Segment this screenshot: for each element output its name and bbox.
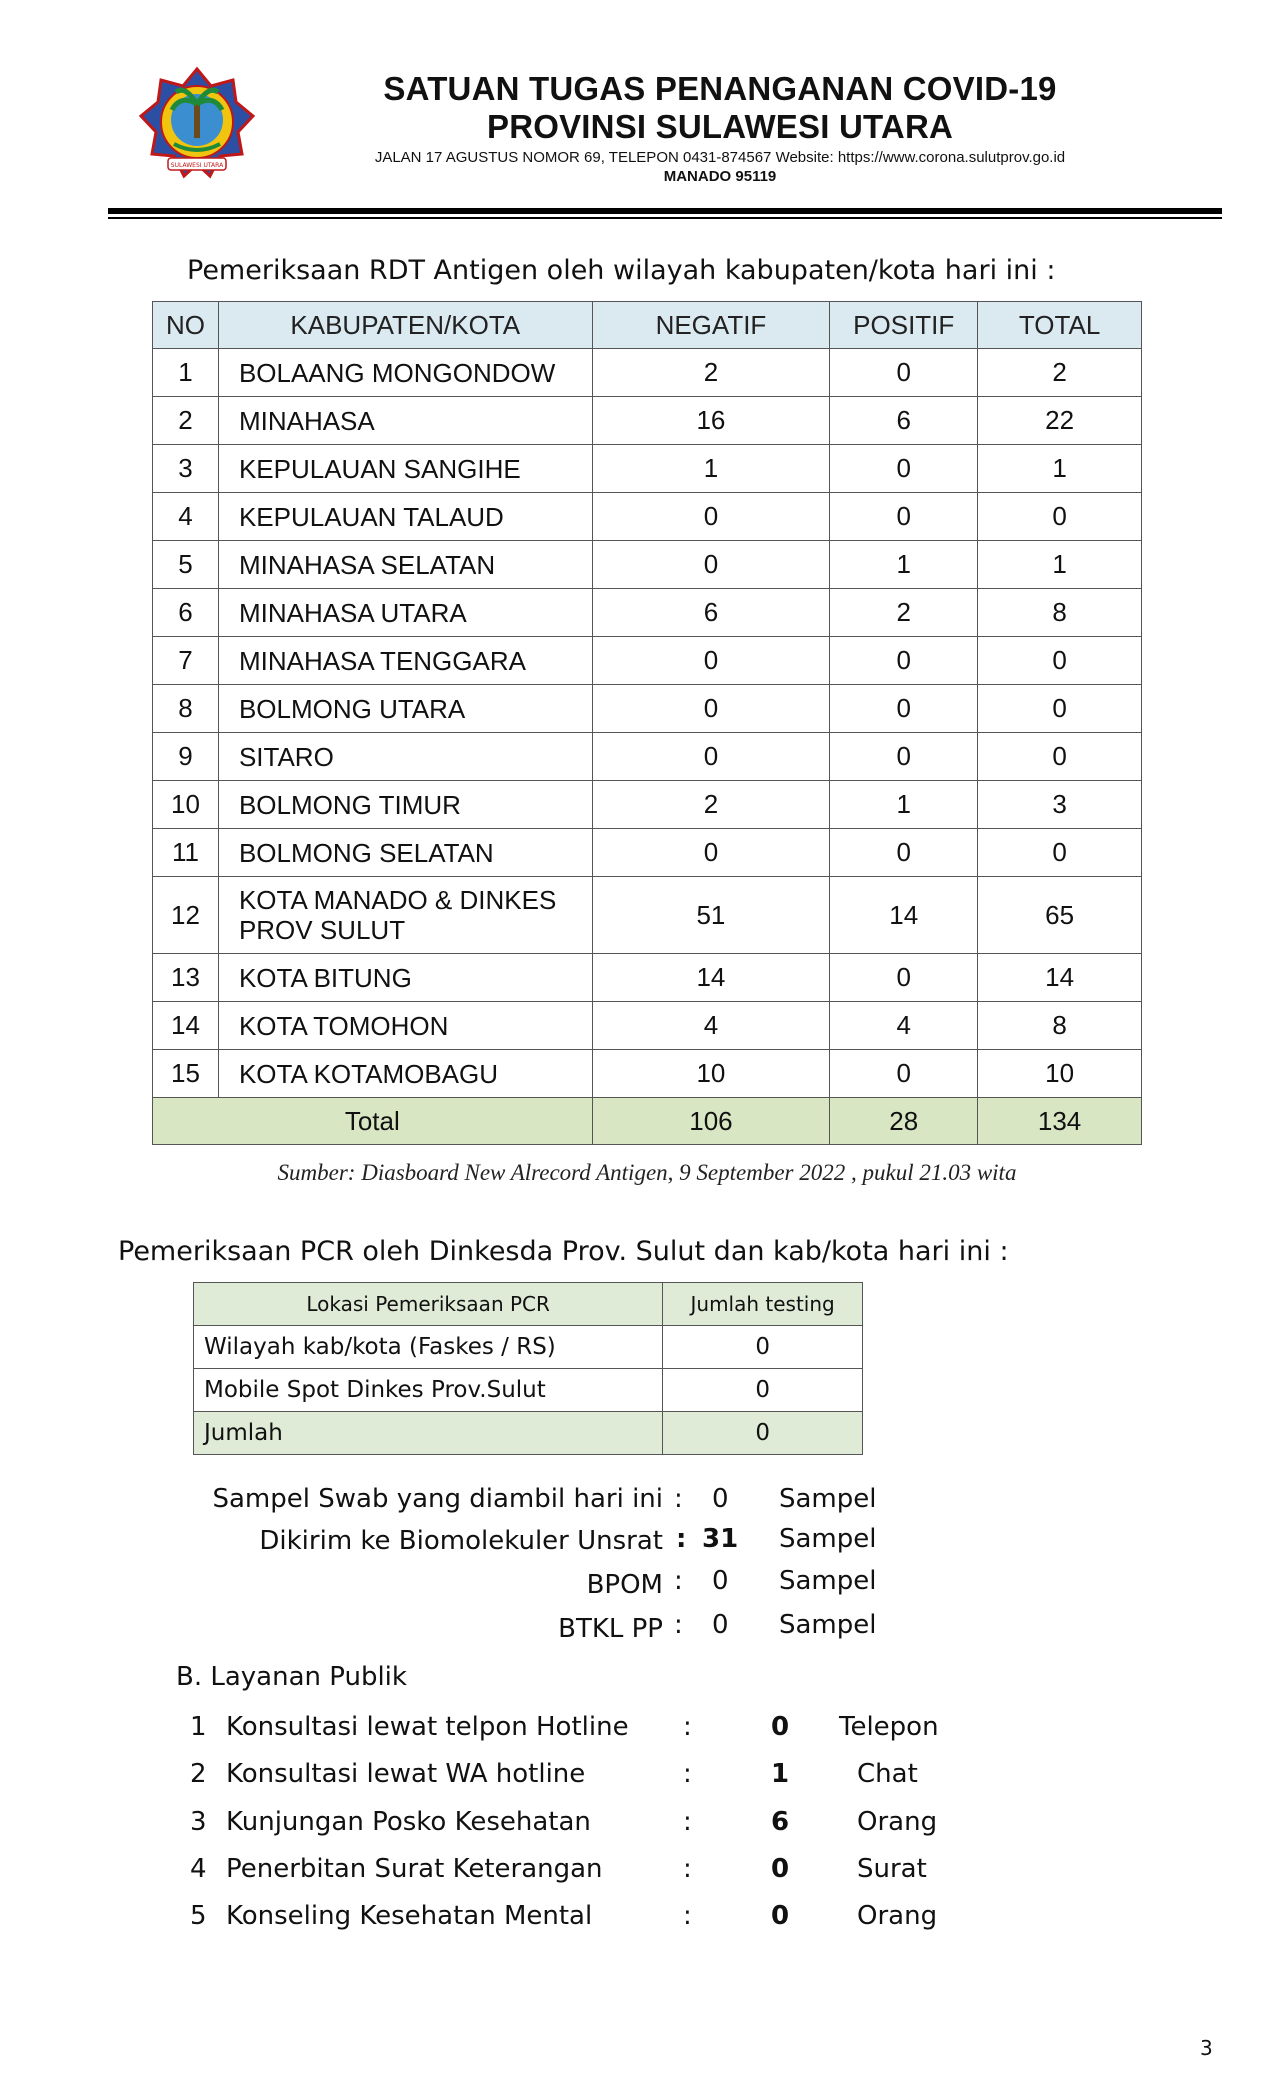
list-item-label: Konsultasi lewat telpon Hotline [226, 1712, 629, 1742]
table-total-row [194, 1412, 863, 1455]
cell-positif: 0 [830, 829, 978, 877]
column-header: NO [153, 302, 219, 349]
cell-no: 12 [153, 877, 219, 954]
total-positif: 28 [830, 1098, 978, 1145]
cell-positif: 0 [830, 445, 978, 493]
table-row [153, 589, 1142, 637]
total-total: 134 [978, 1098, 1142, 1145]
sample-label: Sampel Swab yang diambil hari ini [212, 1484, 663, 1514]
cell-total: 14 [978, 954, 1142, 1002]
list-item-value: 6 [771, 1807, 790, 1837]
cell-no: 6 [153, 589, 219, 637]
cell-negatif: 0 [592, 733, 830, 781]
sample-value: 0 [712, 1566, 729, 1596]
cell-region: BOLAANG MONGONDOW [218, 349, 592, 397]
rdt-source-note: Sumber: Diasboard New Alrecord Antigen, 9 September 2022 , pukul 21.03 wita [277, 1160, 1017, 1185]
cell-location: Wilayah kab/kota (Faskes / RS) [194, 1326, 663, 1369]
sample-sep: : [676, 1524, 687, 1554]
table-row [153, 493, 1142, 541]
table-row [153, 397, 1142, 445]
sample-label: Dikirim ke Biomolekuler Unsrat [259, 1526, 663, 1556]
header-divider-thick [108, 208, 1222, 214]
page-number: 3 [1200, 2036, 1213, 2060]
cell-region: MINAHASA UTARA [218, 589, 592, 637]
cell-negatif: 4 [592, 1002, 830, 1050]
table-row [153, 349, 1142, 397]
list-item-sep: : [683, 1759, 692, 1789]
sample-value: 0 [712, 1610, 729, 1640]
table-row [153, 1050, 1142, 1098]
provincial-emblem-logo [138, 66, 256, 180]
cell-total: 22 [978, 397, 1142, 445]
cell-no: 9 [153, 733, 219, 781]
cell-no: 5 [153, 541, 219, 589]
cell-region: KOTA MANADO & DINKES PROV SULUT [218, 877, 592, 954]
pcr-table [193, 1282, 863, 1455]
table-row [153, 541, 1142, 589]
cell-total: 2 [978, 349, 1142, 397]
sample-unit: Sampel [779, 1566, 877, 1596]
total-count: 0 [663, 1412, 863, 1455]
cell-negatif: 14 [592, 954, 830, 1002]
list-item-unit: Telepon [839, 1712, 939, 1742]
sample-sep: : [674, 1610, 683, 1640]
cell-negatif: 0 [592, 541, 830, 589]
sample-label: BPOM [586, 1570, 663, 1600]
cell-negatif: 16 [592, 397, 830, 445]
list-item-number: 3 [190, 1807, 207, 1837]
list-item-number: 4 [190, 1854, 207, 1884]
list-item-sep: : [683, 1901, 692, 1931]
sample-unit: Sampel [779, 1524, 877, 1554]
org-subtitle: PROVINSI SULAWESI UTARA [486, 108, 954, 145]
list-item-value: 0 [771, 1901, 790, 1931]
cell-no: 11 [153, 829, 219, 877]
column-header: KABUPATEN/KOTA [218, 302, 592, 349]
list-item-number: 1 [190, 1712, 207, 1742]
table-row [153, 781, 1142, 829]
cell-location: Mobile Spot Dinkes Prov.Sulut [194, 1369, 663, 1412]
cell-no: 2 [153, 397, 219, 445]
pcr-section-title: Pemeriksaan PCR oleh Dinkesda Prov. Sulut dan kab/kota hari ini : [118, 1236, 1009, 1267]
cell-positif: 0 [830, 733, 978, 781]
sample-unit: Sampel [779, 1610, 877, 1640]
cell-positif: 0 [830, 349, 978, 397]
table-row [153, 877, 1142, 954]
sample-sep: : [674, 1484, 683, 1514]
cell-positif: 0 [830, 637, 978, 685]
list-item-unit: Chat [857, 1759, 918, 1789]
cell-negatif: 0 [592, 493, 830, 541]
cell-region: SITARO [218, 733, 592, 781]
cell-no: 7 [153, 637, 219, 685]
org-title: SATUAN TUGAS PENANGANAN COVID-19 [383, 70, 1057, 107]
layanan-title: B. Layanan Publik [176, 1662, 407, 1692]
org-address: JALAN 17 AGUSTUS NOMOR 69, TELEPON 0431-874567 Website: https://www.corona.sulutprov.go.id [374, 149, 1066, 166]
cell-region: BOLMONG UTARA [218, 685, 592, 733]
total-label: Total [153, 1098, 593, 1145]
table-row [194, 1369, 863, 1412]
list-item-value: 1 [771, 1759, 790, 1789]
cell-region: KEPULAUAN SANGIHE [218, 445, 592, 493]
cell-negatif: 2 [592, 349, 830, 397]
cell-positif: 0 [830, 954, 978, 1002]
list-item-unit: Orang [857, 1901, 938, 1931]
header-divider-thin [108, 217, 1222, 219]
list-item-label: Konsultasi lewat WA hotline [226, 1759, 586, 1789]
cell-total: 0 [978, 733, 1142, 781]
table-row [153, 445, 1142, 493]
logo-text: SULAWESI UTARA [170, 162, 224, 169]
cell-negatif: 6 [592, 589, 830, 637]
table-row [153, 733, 1142, 781]
cell-positif: 1 [830, 781, 978, 829]
cell-region: KOTA BITUNG [218, 954, 592, 1002]
cell-positif: 2 [830, 589, 978, 637]
org-city: MANADO 95119 [663, 168, 777, 185]
cell-region: MINAHASA SELATAN [218, 541, 592, 589]
cell-positif: 1 [830, 541, 978, 589]
column-header: NEGATIF [592, 302, 830, 349]
cell-total: 0 [978, 829, 1142, 877]
sample-label: BTKL PP [558, 1614, 663, 1644]
column-header: TOTAL [978, 302, 1142, 349]
cell-negatif: 1 [592, 445, 830, 493]
cell-region: KOTA TOMOHON [218, 1002, 592, 1050]
cell-region: MINAHASA [218, 397, 592, 445]
cell-total: 3 [978, 781, 1142, 829]
column-header: POSITIF [830, 302, 978, 349]
cell-total: 0 [978, 685, 1142, 733]
cell-region: MINAHASA TENGGARA [218, 637, 592, 685]
cell-no: 13 [153, 954, 219, 1002]
cell-no: 8 [153, 685, 219, 733]
cell-positif: 4 [830, 1002, 978, 1050]
cell-negatif: 10 [592, 1050, 830, 1098]
cell-negatif: 0 [592, 685, 830, 733]
cell-no: 4 [153, 493, 219, 541]
table-header-row [194, 1283, 863, 1326]
cell-positif: 14 [830, 877, 978, 954]
cell-region: BOLMONG SELATAN [218, 829, 592, 877]
cell-no: 10 [153, 781, 219, 829]
list-item-unit: Orang [857, 1807, 938, 1837]
table-total-row [153, 1098, 1142, 1145]
cell-no: 3 [153, 445, 219, 493]
sample-unit: Sampel [779, 1484, 877, 1514]
cell-negatif: 0 [592, 637, 830, 685]
sample-sep: : [674, 1566, 683, 1596]
table-row [153, 829, 1142, 877]
table-row [153, 1002, 1142, 1050]
table-row [153, 954, 1142, 1002]
list-item-unit: Surat [857, 1854, 927, 1884]
cell-no: 15 [153, 1050, 219, 1098]
cell-negatif: 2 [592, 781, 830, 829]
list-item-value: 0 [771, 1854, 790, 1884]
list-item-label: Konseling Kesehatan Mental [226, 1901, 593, 1931]
cell-no: 14 [153, 1002, 219, 1050]
cell-negatif: 51 [592, 877, 830, 954]
total-label: Jumlah [194, 1412, 663, 1455]
cell-total: 1 [978, 445, 1142, 493]
list-item-number: 5 [190, 1901, 207, 1931]
cell-count: 0 [663, 1369, 863, 1412]
list-item-sep: : [683, 1807, 692, 1837]
list-item-label: Penerbitan Surat Keterangan [226, 1854, 603, 1884]
rdt-antigen-table [152, 301, 1142, 1145]
cell-total: 10 [978, 1050, 1142, 1098]
list-item-number: 2 [190, 1759, 207, 1789]
table-row [153, 685, 1142, 733]
cell-total: 8 [978, 589, 1142, 637]
cell-region: BOLMONG TIMUR [218, 781, 592, 829]
rdt-section-title: Pemeriksaan RDT Antigen oleh wilayah kabupaten/kota hari ini : [187, 255, 1056, 286]
table-row [153, 637, 1142, 685]
table-row [194, 1326, 863, 1369]
list-item-sep: : [683, 1854, 692, 1884]
cell-total: 1 [978, 541, 1142, 589]
cell-no: 1 [153, 349, 219, 397]
column-header: Lokasi Pemeriksaan PCR [194, 1283, 663, 1326]
cell-negatif: 0 [592, 829, 830, 877]
cell-total: 8 [978, 1002, 1142, 1050]
cell-region: KOTA KOTAMOBAGU [218, 1050, 592, 1098]
total-negatif: 106 [592, 1098, 830, 1145]
sample-value: 0 [712, 1484, 729, 1514]
cell-positif: 0 [830, 1050, 978, 1098]
cell-region: KEPULAUAN TALAUD [218, 493, 592, 541]
cell-positif: 0 [830, 685, 978, 733]
cell-total: 0 [978, 637, 1142, 685]
sample-value: 31 [702, 1524, 739, 1554]
column-header: Jumlah testing [663, 1283, 863, 1326]
cell-positif: 6 [830, 397, 978, 445]
cell-total: 65 [978, 877, 1142, 954]
cell-total: 0 [978, 493, 1142, 541]
list-item-sep: : [683, 1712, 692, 1742]
cell-count: 0 [663, 1326, 863, 1369]
table-header-row [153, 302, 1142, 349]
list-item-label: Kunjungan Posko Kesehatan [226, 1807, 591, 1837]
list-item-value: 0 [771, 1712, 790, 1742]
cell-positif: 0 [830, 493, 978, 541]
